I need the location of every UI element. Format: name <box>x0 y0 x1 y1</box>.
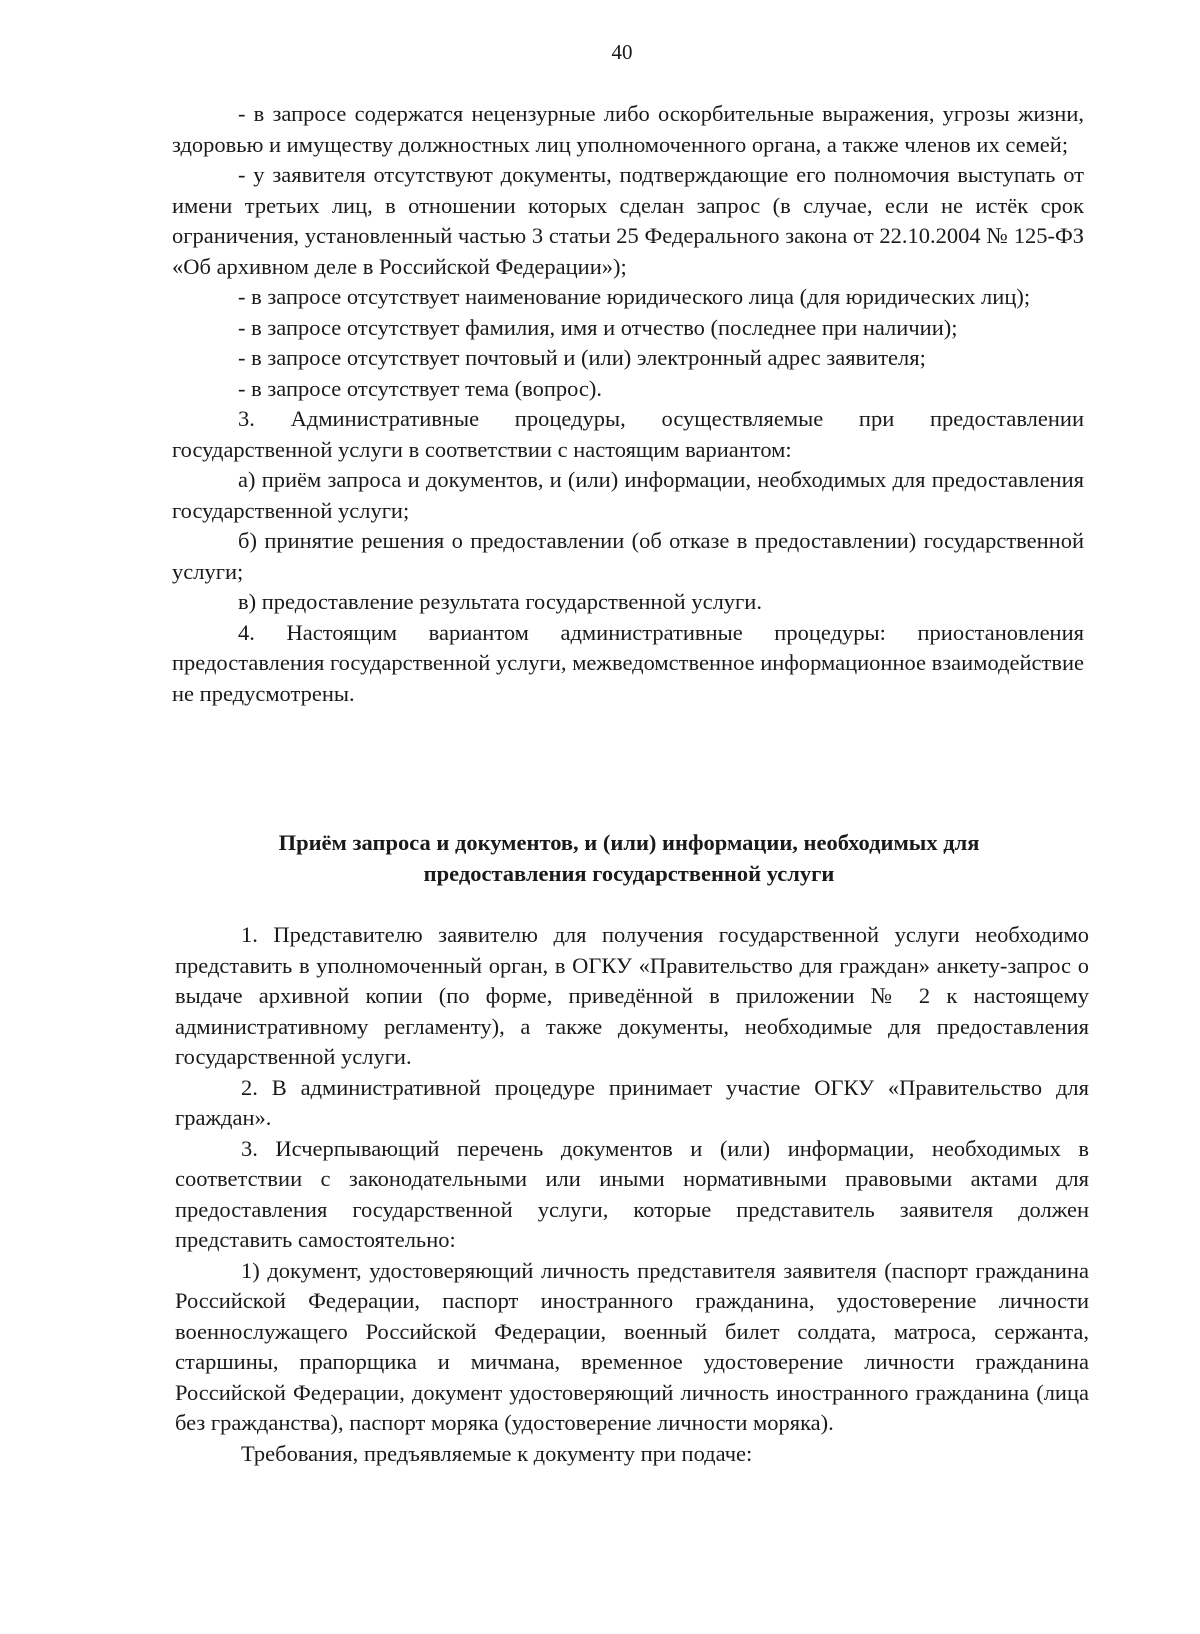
paragraph: - в запросе отсутствует почтовый и (или) электронный адрес заявителя; <box>238 345 926 370</box>
page-number: 40 <box>611 40 633 64</box>
paragraph: - в запросе отсутствует фамилия, имя и отчество (последнее при наличии); <box>238 314 958 340</box>
section-conditions-text <box>172 99 1084 709</box>
paragraph: 1) документ, удостоверяющий личность представителя заявителя (паспорт гражданина Российской Федерации, паспорт иностранного гражданина, удостоверение личности военнослужащего Российской Федерации, военный билет солдата, матроса, сержанта, старшины, прапорщика и мичмана, временное удостоверение личности гражданина Российской Федерации, документ удостоверяющий личность иностранного гражданина (лица без гражданства), паспорт моряка (удостоверение личности моряка). <box>175 1257 1089 1435</box>
paragraph: 1. Представителю заявителю для получения государственной услуги необходимо представить в уполномоченный орган, в ОГКУ «Правительство для граждан» анкету-запрос о выдаче архивной копии (по форме, приведённой в приложении № 2 к настоящему административному регламенту), а также документы, необходимые для предоставления государственной услуги. <box>175 922 1089 1069</box>
paragraph: а) приём запроса и документов, и (или) информации, необходимых для предоставления государственной услуги; <box>172 467 1084 523</box>
paragraph: 2. В административной процедуре принимает участие ОГКУ «Правительство для граждан». <box>175 1074 1089 1130</box>
section-procedure-text <box>175 920 1089 1469</box>
paragraph: - в запросе отсутствует наименование юридического лица (для юридических лиц); <box>238 284 1031 309</box>
paragraph: - в запросе отсутствует тема (вопрос). <box>238 375 603 401</box>
paragraph: б) принятие решения о предоставлении (об отказе в предоставлении) государственной услуги; <box>172 528 1084 584</box>
paragraph: в) предоставление результата государственной услуги. <box>238 589 762 614</box>
paragraph: - у заявителя отсутствуют документы, подтверждающие его полномочия выступать от имени третьих лиц, в отношении которых сделан запрос (в случае, если не истёк срок ограничения, установленный частью 3 статьи 25 Федерального закона от 22.10.2004 № 125-ФЗ «Об архивном деле в Российской Федерации»); <box>172 162 1084 279</box>
section-heading-line: предоставления государственной услуги <box>423 861 835 886</box>
section-heading <box>172 827 1086 889</box>
section-heading-line: Приём запроса и документов, и (или) информации, необходимых для <box>278 830 980 855</box>
paragraph: 3. Административные процедуры, осуществляемые при предоставлении государственной услуги в соответствии с настоящим вариантом: <box>172 406 1084 462</box>
paragraph: 4. Настоящим вариантом административные процедуры: приостановления предоставления государственной услуги, межведомственное информационное взаимодействие не предусмотрены. <box>172 619 1084 706</box>
paragraph: - в запросе содержатся нецензурные либо оскорбительные выражения, угрозы жизни, здоровью и имуществу должностных лиц уполномоченного органа, а также членов их семей; <box>172 101 1084 157</box>
paragraph: Требования, предъявляемые к документу при подаче: <box>241 1440 753 1466</box>
paragraph: 3. Исчерпывающий перечень документов и (или) информации, необходимых в соответствии с законодательными или иными нормативными правовыми актами для предоставления государственной услуги, которые представитель заявителя должен представить самостоятельно: <box>175 1135 1089 1252</box>
